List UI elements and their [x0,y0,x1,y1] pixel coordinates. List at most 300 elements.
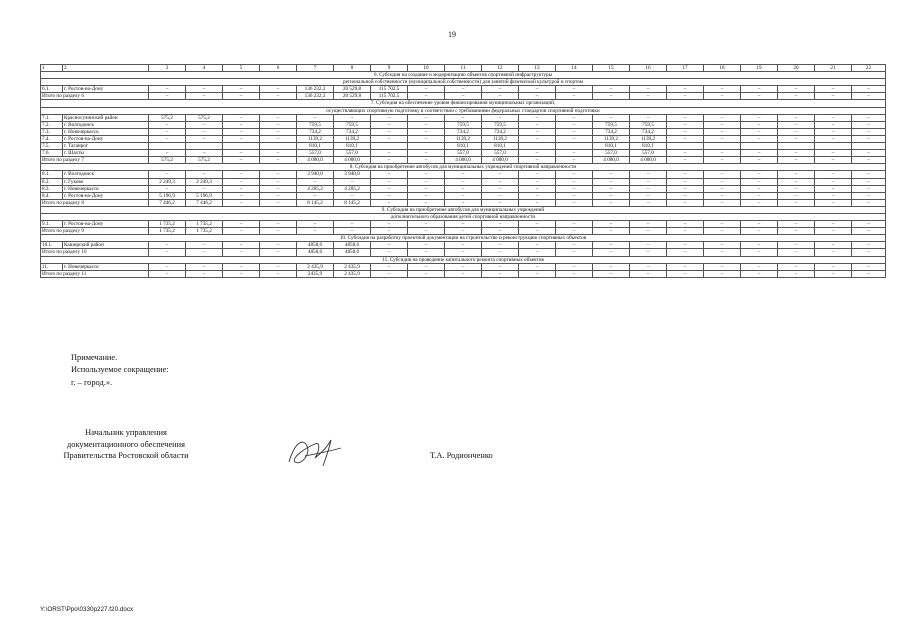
value-cell: – [704,128,741,135]
total-value-cell: – [223,157,260,164]
value-cell: – [704,135,741,142]
value-cell: – [408,242,445,249]
value-cell: – [408,114,445,121]
value-cell: – [852,178,886,185]
table-row [41,263,886,270]
value-cell [741,143,778,150]
total-value-cell: – [593,270,630,277]
value-cell: – [852,171,886,178]
total-value-cell: – [704,199,741,206]
note-heading: Примечание. [71,353,118,362]
value-cell: – [704,150,741,157]
value-cell: – [815,114,852,121]
handwritten-signature [285,432,345,477]
value-cell: – [593,178,630,185]
value-cell: 3 940,0 [334,171,371,178]
total-value-cell: – [778,270,815,277]
value-cell: – [223,178,260,185]
section-title-row [41,213,886,220]
table-row [41,242,886,249]
note-abbreviation: г. – город.». [71,377,113,387]
total-value-cell: – [408,199,445,206]
section-title-cell: 10. Субсидия на разработку проектной документации на строительство и реконструкцию спортивных объектов [41,235,886,242]
municipality-cell: г. Шахты [63,150,149,157]
value-cell: 2 435,9 [334,263,371,270]
total-value-cell: – [149,270,186,277]
table-row [41,221,886,228]
value-cell: – [149,242,186,249]
table-row [41,135,886,142]
section-total-row [41,199,886,206]
row-number-cell: 11. [41,263,63,270]
column-number-cell: 7 [297,65,334,72]
value-cell: – [260,128,297,135]
value-cell: – [408,128,445,135]
value-cell: – [186,263,223,270]
value-cell [371,143,408,150]
value-cell: – [371,221,408,228]
value-cell: – [186,135,223,142]
total-value-cell: 136 232,3 [297,93,334,100]
value-cell: – [519,185,556,192]
total-value-cell: – [815,249,852,256]
note-abbreviation-heading: Используемое сокращение: [71,365,169,375]
value-cell: – [260,178,297,185]
value-cell: – [741,128,778,135]
total-value-cell: – [371,249,408,256]
value-cell: – [630,86,667,93]
value-cell: – [667,128,704,135]
section-title-cell: дополнительного образования детей спортивной направленности [41,213,886,220]
total-value-cell: – [778,249,815,256]
total-value-cell: – [297,228,334,235]
value-cell: – [667,221,704,228]
value-cell: – [741,192,778,199]
value-cell: 1 735,2 [149,221,186,228]
value-cell: – [556,86,593,93]
value-cell: – [815,121,852,128]
value-cell: – [778,135,815,142]
section-title-cell: региональной собственности (муниципальной собственности) для занятий физической культурой и спортом [41,79,886,86]
section-title-row [41,72,886,79]
value-cell: – [704,171,741,178]
total-value-cell: – [630,199,667,206]
total-value-cell: – [630,249,667,256]
value-cell: – [556,185,593,192]
value-cell: – [223,135,260,142]
value-cell: – [519,135,556,142]
total-value-cell: – [556,93,593,100]
total-value-cell: 1 735,2 [149,228,186,235]
value-cell: – [186,121,223,128]
value-cell: – [630,242,667,249]
budget-table [40,64,886,278]
value-cell: 759,5 [630,121,667,128]
total-value-cell: – [519,228,556,235]
value-cell: 1139,2 [445,135,482,142]
total-value-cell: – [149,93,186,100]
value-cell: – [186,171,223,178]
total-value-cell: 4 000,0 [630,157,667,164]
municipality-cell: г. Ростов-на-Дону [63,86,149,93]
column-number-cell: 8 [334,65,371,72]
value-cell: 557,0 [593,150,630,157]
value-cell: 810,1 [593,143,630,150]
value-cell: – [482,171,519,178]
value-cell: – [482,263,519,270]
value-cell: – [482,221,519,228]
value-cell: – [482,185,519,192]
table-row [41,86,886,93]
section-title-cell: 11. Субсидия на проведение капитального ремонта спортивных объектов [41,256,886,263]
value-cell: – [482,242,519,249]
total-value-cell: 4 000,0 [445,157,482,164]
total-value-cell: – [408,93,445,100]
value-cell: – [852,185,886,192]
total-value-cell: – [482,249,519,256]
column-number-cell: 9 [371,65,408,72]
total-value-cell: – [186,270,223,277]
column-number-cell: 21 [815,65,852,72]
column-number-cell: 4 [186,65,223,72]
municipality-cell: г. Ростов-на-Дону [63,135,149,142]
section-title-cell: 8. Субсидия на приобретение автобусов для муниципальных учреждений спортивной направленности [41,164,886,171]
total-value-cell: – [741,93,778,100]
row-number-cell: 7.4. [41,135,63,142]
value-cell: – [149,150,186,157]
total-label-cell: Итого по разделу 6 [41,93,149,100]
total-value-cell: – [593,199,630,206]
value-cell: 1139,2 [334,135,371,142]
value-cell: – [186,150,223,157]
value-cell: – [667,114,704,121]
total-value-cell: 8 145,2 [334,199,371,206]
value-cell: 2 249,3 [186,178,223,185]
value-cell: – [260,121,297,128]
value-cell: – [704,185,741,192]
value-cell: – [593,263,630,270]
section-title-row [41,206,886,213]
value-cell: – [519,221,556,228]
value-cell: – [519,86,556,93]
value-cell: – [260,135,297,142]
value-cell: – [778,185,815,192]
value-cell: – [704,178,741,185]
column-number-cell: 10 [408,65,445,72]
table-row [41,150,886,157]
total-value-cell: – [260,157,297,164]
value-cell: – [408,135,445,142]
total-value-cell: – [260,270,297,277]
value-cell: – [297,192,334,199]
value-cell: – [741,150,778,157]
value-cell: – [741,221,778,228]
column-number-cell: 12 [482,65,519,72]
column-number-cell: 18 [704,65,741,72]
total-value-cell: – [556,157,593,164]
value-cell: – [223,242,260,249]
row-number-cell: 9.1. [41,221,63,228]
value-cell: – [260,150,297,157]
row-number-cell: 7.1. [41,114,63,121]
total-value-cell: 4 000,0 [482,157,519,164]
total-value-cell: – [482,270,519,277]
value-cell: – [778,114,815,121]
value-cell: – [630,192,667,199]
value-cell: 4 205,2 [334,185,371,192]
value-cell: – [482,178,519,185]
value-cell: – [482,114,519,121]
value-cell: – [778,150,815,157]
value-cell: – [519,178,556,185]
municipality-cell: г. Новочеркасск [63,185,149,192]
value-cell: – [223,263,260,270]
value-cell: – [186,86,223,93]
value-cell: 1 735,2 [186,221,223,228]
total-value-cell: – [630,270,667,277]
value-cell: – [482,86,519,93]
municipality-cell: г. Таганрог [63,143,149,150]
value-cell: 810,1 [297,143,334,150]
value-cell: – [445,171,482,178]
value-cell: – [556,192,593,199]
total-value-cell: – [704,270,741,277]
value-cell: – [593,86,630,93]
value-cell: – [778,86,815,93]
total-value-cell: 4 000,0 [334,157,371,164]
column-number-cell: 16 [630,65,667,72]
total-value-cell: – [408,249,445,256]
section-title-row [41,235,886,242]
page-number: 19 [448,30,456,39]
total-value-cell: – [667,270,704,277]
total-value-cell: – [371,228,408,235]
value-cell: – [852,86,886,93]
value-cell: – [741,185,778,192]
total-value-cell: – [519,249,556,256]
total-value-cell: – [741,249,778,256]
value-cell: – [223,86,260,93]
value-cell: – [704,221,741,228]
value-cell: – [297,114,334,121]
value-cell: – [371,242,408,249]
total-value-cell: – [223,270,260,277]
section-title-row [41,164,886,171]
value-cell: 2 249,3 [149,178,186,185]
signature-graphic [285,432,345,472]
row-number-cell: 7.5. [41,143,63,150]
value-cell: – [593,242,630,249]
value-cell: – [371,171,408,178]
column-number-cell: 22 [852,65,886,72]
total-value-cell: – [556,199,593,206]
value-cell: 557,0 [297,150,334,157]
column-number-cell: 11 [445,65,482,72]
total-value-cell: – [852,270,886,277]
value-cell: – [260,263,297,270]
value-cell: – [741,86,778,93]
signer-title-line-2: документационного обеспечения [67,439,185,449]
value-cell: 2 435,9 [297,263,334,270]
value-cell: – [223,171,260,178]
total-value-cell: – [815,93,852,100]
total-value-cell: – [741,157,778,164]
value-cell: – [260,221,297,228]
total-value-cell: – [445,249,482,256]
table-row [41,178,886,185]
value-cell: – [815,242,852,249]
total-value-cell: – [482,199,519,206]
value-cell: – [667,171,704,178]
section-title-cell: 6. Субсидия на создание и модернизацию объектов спортивной инфраструктуры [41,72,886,79]
value-cell: – [741,135,778,142]
value-cell: 759,5 [297,121,334,128]
value-cell: – [593,192,630,199]
value-cell: – [445,263,482,270]
signer-title [46,427,206,462]
value-cell: – [852,150,886,157]
value-cell: 5 196,9 [149,192,186,199]
value-cell [778,143,815,150]
value-cell: – [556,171,593,178]
value-cell: 759,5 [334,121,371,128]
total-value-cell: – [260,228,297,235]
value-cell: – [630,114,667,121]
total-value-cell: – [519,199,556,206]
value-cell: – [815,263,852,270]
value-cell: – [667,242,704,249]
value-cell: 734,2 [334,128,371,135]
value-cell: – [741,121,778,128]
column-number-cell: 2 [63,65,149,72]
value-cell: – [667,86,704,93]
total-value-cell: – [408,157,445,164]
total-value-cell: 8 145,2 [297,199,334,206]
total-value-cell: 2 435,9 [334,270,371,277]
section-title-row [41,79,886,86]
total-label-cell: Итого по разделу 11 [41,270,149,277]
value-cell: – [556,178,593,185]
value-cell: – [667,192,704,199]
signer-title-line-3: Правительства Ростовской области [63,451,189,461]
table-row [41,171,886,178]
value-cell: – [704,121,741,128]
value-cell: – [778,263,815,270]
value-cell: – [223,121,260,128]
total-value-cell: – [778,93,815,100]
value-cell: – [593,114,630,121]
total-label-cell: Итого по разделу 10 [41,249,149,256]
value-cell: – [371,185,408,192]
value-cell: – [519,150,556,157]
value-cell: – [852,114,886,121]
value-cell: – [371,135,408,142]
value-cell: – [667,150,704,157]
value-cell: 759,5 [445,121,482,128]
value-cell: – [630,263,667,270]
value-cell: – [223,185,260,192]
total-value-cell: – [371,199,408,206]
value-cell: – [519,121,556,128]
total-value-cell: – [445,93,482,100]
value-cell: – [260,185,297,192]
value-cell: 810,1 [445,143,482,150]
value-cell: – [778,121,815,128]
value-cell: 557,0 [482,150,519,157]
municipality-cell: г. Волгодонск [63,121,149,128]
value-cell: – [445,114,482,121]
total-value-cell: 1 735,2 [186,228,223,235]
value-cell: 810,1 [482,143,519,150]
total-value-cell: – [519,270,556,277]
value-cell: 759,5 [593,121,630,128]
value-cell: – [149,263,186,270]
total-value-cell: – [186,93,223,100]
value-cell: – [778,221,815,228]
value-cell [556,143,593,150]
total-value-cell: 4858,6 [297,249,334,256]
value-cell: – [482,192,519,199]
section-title-row [41,107,886,114]
value-cell: – [408,86,445,93]
total-value-cell: – [371,270,408,277]
value-cell: – [519,128,556,135]
total-value-cell: – [519,93,556,100]
value-cell: 557,0 [334,150,371,157]
section-title-row [41,100,886,107]
value-cell: 115 702,5 [371,86,408,93]
value-cell: – [556,135,593,142]
column-number-cell: 14 [556,65,593,72]
row-number-cell: 8.2. [41,178,63,185]
value-cell: 734,2 [445,128,482,135]
value-cell: – [260,242,297,249]
section-total-row [41,228,886,235]
value-cell: 1139,2 [482,135,519,142]
value-cell: – [519,192,556,199]
value-cell: 136 232,3 [297,86,334,93]
value-cell: – [371,192,408,199]
value-cell [260,143,297,150]
value-cell: – [593,221,630,228]
value-cell: – [519,171,556,178]
value-cell [186,143,223,150]
value-cell: – [223,221,260,228]
value-cell: – [519,263,556,270]
total-value-cell: – [260,249,297,256]
value-cell: – [815,150,852,157]
value-cell: – [556,242,593,249]
total-value-cell: – [815,199,852,206]
value-cell: – [852,121,886,128]
total-value-cell: – [556,228,593,235]
total-value-cell: – [815,228,852,235]
total-value-cell: – [852,157,886,164]
total-value-cell: – [223,199,260,206]
value-cell: – [704,192,741,199]
value-cell: – [852,128,886,135]
value-cell: – [815,171,852,178]
total-value-cell: – [741,270,778,277]
value-cell: – [445,86,482,93]
footer-file-path: Y:\ORST\Ppo\0330p227.f20.docx [40,606,134,613]
value-cell: – [186,128,223,135]
value-cell: 5 196,9 [186,192,223,199]
total-value-cell: – [223,249,260,256]
municipality-cell: г. Ростов-на-Дону [63,192,149,199]
municipality-cell: г. Ростов-на-Дону [63,221,149,228]
value-cell: – [297,221,334,228]
